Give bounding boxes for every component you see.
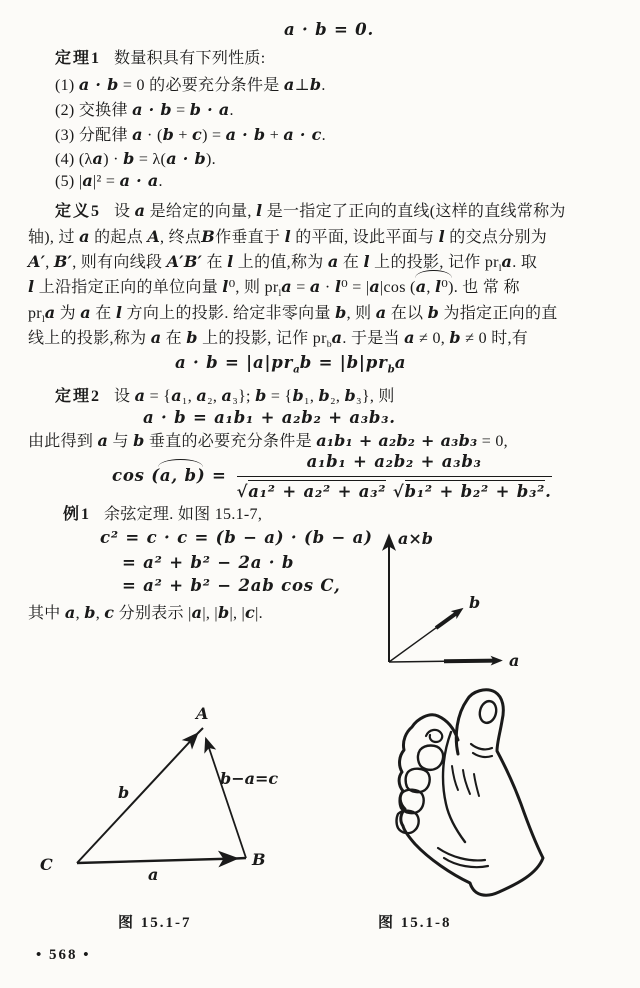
triangle-side-a-arrow <box>77 859 236 864</box>
figure-caption-15-1-8: 图 15.1-8 <box>378 915 452 931</box>
theorem2-perpendicular-condition: 由此得到 a 与 b 垂直的必要充分条件是 a₁b₁ + a₂b₂ + a₃b₃ = 0, <box>28 431 508 450</box>
theorem2-intro: 设 a = {a₁, a₂, a₃}; b = {b₁, b₂, b₃}, 则 <box>114 386 395 405</box>
vector-b-arrow-heavy-stroke <box>436 614 456 629</box>
label-vector-b: b <box>469 593 481 612</box>
triangle-side-b-label: b <box>118 783 130 802</box>
cosine-formula-lhs: cos (a, b) = <box>112 466 227 485</box>
triangle-figure <box>30 695 330 887</box>
theorem1-heading <box>55 47 265 70</box>
theorem2-heading <box>55 384 395 408</box>
example1-note: 其中 a, b, c 分别表示 |a|, |b|, |c|. <box>28 603 263 622</box>
example1-heading <box>63 503 262 526</box>
triangle-apex-join <box>197 728 203 734</box>
triangle-side-b-arrow <box>77 734 197 863</box>
thumb-nail <box>478 699 499 724</box>
index-finger-curl <box>426 730 442 742</box>
formula-ab-zero: a · b = 0. <box>284 20 375 39</box>
theorem1-item-4: (4) (λa) · b = λ(a · b). <box>55 149 216 168</box>
cosine-formula-fraction <box>237 450 552 503</box>
triangle-vertex-C-label: C <box>40 855 53 874</box>
theorem1-item-1: (1) a · b = 0 的必要充分条件是 a⊥b. <box>55 75 326 94</box>
hand-figure <box>385 678 640 908</box>
definition5-label: 定义5 <box>55 203 102 220</box>
palm-crease-3 <box>474 774 479 796</box>
thumb-palm-line <box>443 732 465 842</box>
label-a-cross-b: a×b <box>398 529 433 548</box>
example1-eq-3: = a² + b² − 2ab cos C, <box>122 576 341 595</box>
definition5-line-1 <box>55 199 566 223</box>
example1-label: 例1 <box>63 506 92 523</box>
knuckle-1 <box>418 746 443 770</box>
cosine-angle-formula <box>112 450 552 503</box>
palm-crease-1 <box>452 766 458 790</box>
thumb-crease-1 <box>471 744 492 749</box>
example1-eq-2: = a² + b² − 2a · b <box>122 553 295 572</box>
cosine-formula-denominator: √a₁² + a₂² + a₃² √b₁² + b₂² + b₃². <box>236 482 552 501</box>
example1-intro: 余弦定理. 如图 15.1-7, <box>104 506 263 523</box>
triangle-base-join <box>236 858 246 859</box>
theorem1-item-3: (3) 分配律 a · (b + c) = a · b + a · c. <box>55 125 326 144</box>
definition5-line-3: A′, B′, 则有向线段 A′B′ 在 l 上的值,称为 a 在 l 上的投影, 记作 $pr_la$. 取 <box>28 252 538 275</box>
theorem1-label: 定理1 <box>55 50 102 67</box>
theorem1-item-2: (2) 交换律 a · b = b · a. <box>55 100 234 119</box>
triangle-vertex-A-label: A <box>196 704 209 723</box>
triangle-side-c-arrow <box>206 739 246 858</box>
axes-figure <box>368 518 543 673</box>
example1-eq-1: c² = c · c = (b − a) · (b − a) <box>100 528 373 547</box>
thumb-crease-2 <box>473 753 492 757</box>
definition5-line-4: l 上沿指定正向的单位向量 l⁰, 则 $pr_la = a \cdot l^0 = |a|\cos$ (a, l⁰). 也 常 称 <box>28 277 520 300</box>
page-number: • 568 • <box>36 947 91 963</box>
triangle-side-a-label: a <box>148 865 159 884</box>
cosine-formula-numerator: a₁b₁ + a₂b₂ + a₃b₃ <box>237 450 552 477</box>
theorem2-dot-product-formula: a · b = a₁b₁ + a₂b₂ + a₃b₃. <box>143 408 396 427</box>
definition5-projection-formula: $a \cdot b = |a|pr_ab = |b|pr_ba$ <box>175 353 407 376</box>
vector-a-arrow-heavy-stroke <box>444 661 496 662</box>
figure-caption-15-1-7: 图 15.1-7 <box>118 915 192 931</box>
knuckle-3 <box>400 790 424 813</box>
palm-crease-2 <box>463 770 470 794</box>
theorem1-intro: 数量积具有下列性质: <box>114 50 266 67</box>
label-vector-a: a <box>509 651 520 670</box>
definition5-line-6: 线上的投影,称为 a 在 b 上的投影, 记作 $pr_ba$. 于是当 a ≠ 0, b ≠ 0 时,有 <box>28 328 529 351</box>
theorem2-label: 定理2 <box>55 388 102 405</box>
definition5-line-2: 轴), 过 a 的起点 A, 终点B作垂直于 l 的平面, 设此平面与 l 的交点分别为 <box>28 227 548 246</box>
theorem1-item-5: (5) |a|² = a · a. <box>55 171 163 190</box>
definition5-line-5: $pr_la$ 为 a 在 l 方向上的投影. 给定非零向量 b, 则 a 在以 b 为指定正向的直 <box>28 303 558 326</box>
triangle-vertex-B-label: B <box>252 850 266 869</box>
definition5-line-1-text: 设 a 是给定的向量, l 是一指定了正向的直线(这样的直线常称为 <box>114 201 566 220</box>
triangle-side-c-label: b−a=c <box>220 769 279 788</box>
